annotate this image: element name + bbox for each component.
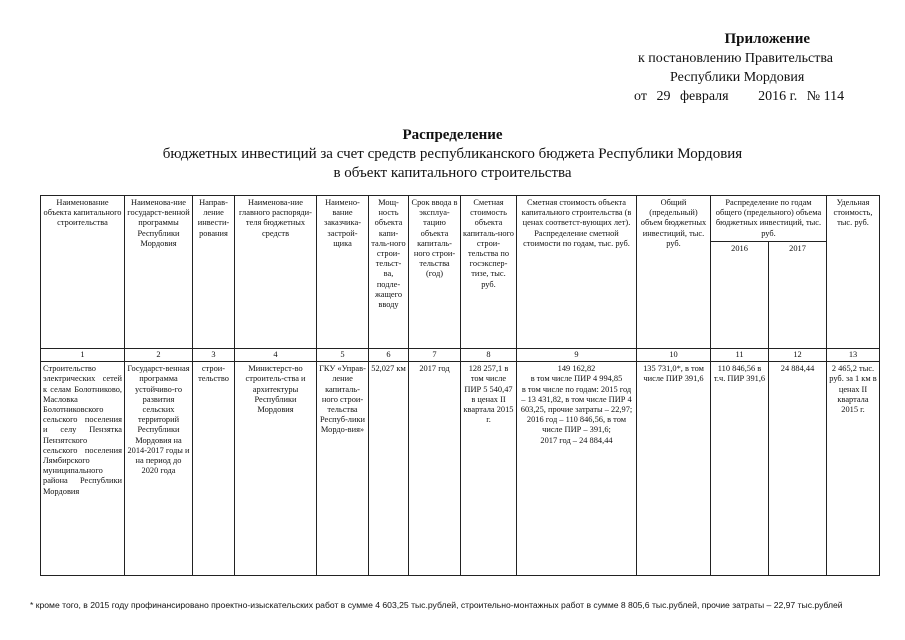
header-total-volume: Общий (предельный) объем бюджетных инвестиций, тыс. руб.	[637, 196, 711, 349]
cell-unit-cost: 2 465,2 тыс. руб. за 1 км в ценах II квартала 2015 г.	[827, 362, 880, 576]
date-month: февраля	[679, 89, 729, 104]
cell-year-2017: 24 884,44	[769, 362, 827, 576]
header-estimate-years: Сметная стоимость объекта капитального строительства (в ценах соответст-вующих лет). Распределение сметной стоимости по годам, тыс. руб.	[517, 196, 637, 349]
header-unit-cost: Удельная стоимость, тыс. руб.	[827, 196, 880, 349]
date-year: 2016 г.	[758, 89, 798, 104]
column-number-row	[41, 349, 880, 362]
header-direction: Направ-ление инвести-рования	[193, 196, 235, 349]
document-number: № 114	[806, 89, 845, 104]
appendix-line1: к постановлению Правительства	[638, 51, 834, 66]
investment-table	[40, 195, 880, 576]
cell-program: Государст-венная программа устойчиво-го развития сельских территорий Республики Мордовия на 2014-2017 годы и на период до 2020 года	[125, 362, 193, 576]
estimate-total: 149 162,82	[557, 364, 596, 374]
date-prefix: от	[634, 89, 647, 104]
cell-total-volume: 135 731,0*, в том числе ПИР 391,6	[637, 362, 711, 576]
col-number: 12	[769, 349, 827, 362]
col-number: 6	[369, 349, 409, 362]
cell-year-2016: 110 846,56 в т.ч. ПИР 391,6	[711, 362, 769, 576]
header-distribution: Распределение по годам общего (предельного) объема бюджетных инвестиций, тыс. руб.	[711, 196, 827, 242]
appendix-block	[560, 30, 880, 106]
cell-direction: строи-тельство	[193, 362, 235, 576]
cell-manager: Министерст-во строитель-ства и архитектуры Республики Мордовия	[235, 362, 317, 576]
cell-object-name: Строительство электрических сетей к селам Болотниково, Масловка Болотниковского сельского поселения и селу Пензятка Пензятского сельского поселения Лямбирского муниципального района Республики Мордовия	[41, 362, 125, 576]
col-number: 3	[193, 349, 235, 362]
date-day: 29	[656, 89, 671, 104]
heading-title: Распределение	[402, 127, 503, 143]
header-year-2017: 2017	[769, 241, 827, 348]
col-number: 8	[461, 349, 517, 362]
estimate-pir: в том числе ПИР 4 994,85	[530, 374, 623, 384]
cell-estimate-years	[517, 362, 637, 576]
header-object-name: Наименование объекта капитального строительства	[41, 196, 125, 349]
header-manager: Наименова-ние главного распоряди-теля бюджетных средств	[235, 196, 317, 349]
appendix-title: Приложение	[724, 31, 810, 47]
col-number: 11	[711, 349, 769, 362]
cell-customer: ГКУ «Управ-ление капиталь-ного строи-тельства Респуб-лики Мордо-вия»	[317, 362, 369, 576]
heading-subtitle1: бюджетных инвестиций за счет средств республиканского бюджета Республики Мордовия	[162, 146, 743, 162]
header-estimate-expertise: Сметная стоимость объекта капиталь-ного строи-тельства по госэкспер-тизе, тыс. руб.	[461, 196, 517, 349]
col-number: 10	[637, 349, 711, 362]
col-number: 7	[409, 349, 461, 362]
estimate-2016: 2016 год – 110 846,56, в том числе ПИР – 391,6;	[526, 415, 627, 435]
header-year-2016: 2016	[711, 241, 769, 348]
estimate-2017: 2017 год – 24 884,44	[540, 435, 613, 445]
header-term: Срок ввода в эксплуа-тацию объекта капиталь-ного строи-тельства (год)	[409, 196, 461, 349]
col-number: 13	[827, 349, 880, 362]
appendix-date	[560, 87, 880, 106]
document-heading	[40, 126, 865, 183]
cell-capacity: 52,027 км	[369, 362, 409, 576]
col-number: 2	[125, 349, 193, 362]
cell-term: 2017 год	[409, 362, 461, 576]
cell-estimate-expertise: 128 257,1 в том числе ПИР 5 540,47 в ценах II квартала 2015 г.	[461, 362, 517, 576]
col-number: 5	[317, 349, 369, 362]
estimate-2015: в том числе по годам: 2015 год – 13 431,82, в том числе ПИР 4 603,25, прочие затраты – 22,97;	[520, 384, 633, 415]
header-program: Наименова-ние государст-венной программы Республики Мордовия	[125, 196, 193, 349]
footnote: * кроме того, в 2015 году профинансировано проектно-изыскательских работ в сумме 4 603,25 тыс.рублей, строительно-монтажных работ в сумме 8 805,6 тыс.рублей, прочие затраты – 22,97 тыс.рублей	[30, 600, 843, 610]
col-number: 9	[517, 349, 637, 362]
appendix-line2: Республики Мордовия	[670, 70, 805, 85]
header-capacity: Мощ-ность объекта капи-таль-ного строи-тельст-ва, подле-жащего вводу	[369, 196, 409, 349]
header-customer: Наимено-вание заказчика-застрой-щика	[317, 196, 369, 349]
heading-subtitle2: в объект капитального строительства	[333, 165, 572, 181]
col-number: 1	[41, 349, 125, 362]
table-row	[41, 362, 880, 576]
header-row	[41, 196, 880, 242]
col-number: 4	[235, 349, 317, 362]
